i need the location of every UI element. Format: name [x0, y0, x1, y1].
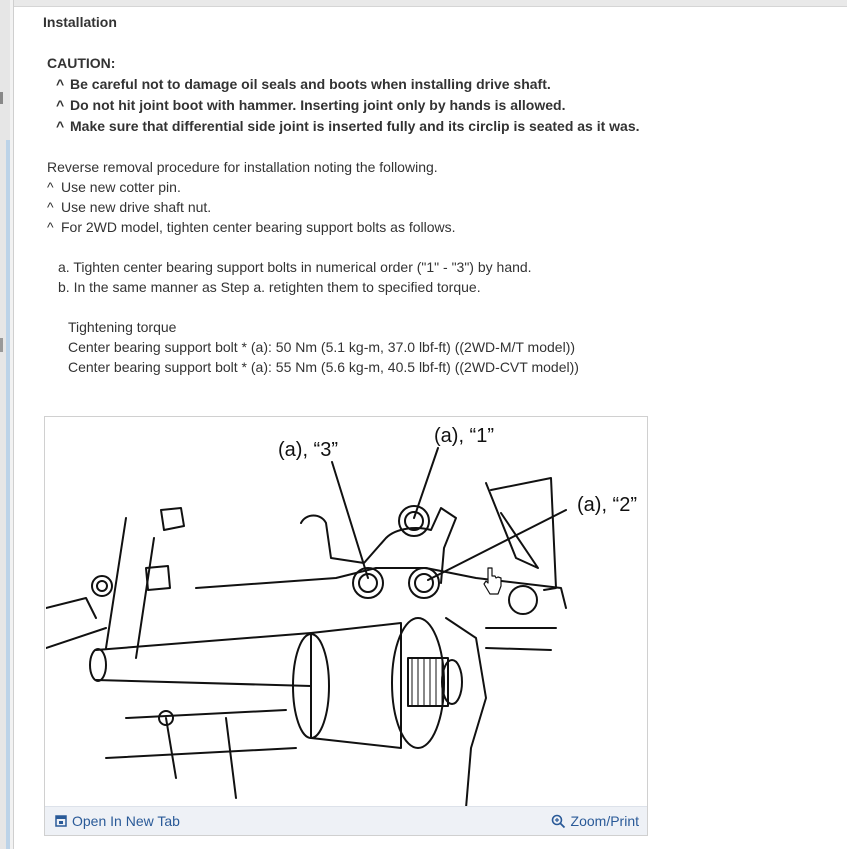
bullet-caret: ^: [56, 76, 65, 92]
caution-item: [56, 97, 640, 118]
figure-panel: [44, 416, 648, 836]
side-bracket-outer: [491, 478, 556, 590]
side-bolt: [509, 586, 537, 614]
section-title: Installation: [43, 14, 117, 30]
hand-cursor-icon: [484, 568, 501, 594]
rail-marker: [0, 92, 3, 104]
frame-lines: [46, 598, 106, 648]
center-bearing-body: [311, 623, 401, 748]
caution-list: [56, 76, 640, 139]
lower-frame: [106, 710, 296, 798]
rail-accent: [6, 140, 10, 849]
housing-right: [446, 618, 486, 808]
caution-text: Do not hit joint boot with hammer. Inserting joint only by hands is allowed.: [70, 97, 566, 113]
spline-teeth: [412, 658, 442, 706]
open-in-new-tab-label[interactable]: Open In New Tab: [72, 813, 180, 829]
zoom-print-label[interactable]: Zoom/Print: [570, 813, 639, 829]
drive-shaft-illustration[interactable]: [46, 418, 646, 808]
bullet-caret: ^: [47, 219, 54, 235]
top-bar: [14, 0, 847, 7]
torque-title: Tightening torque: [68, 319, 177, 335]
caution-text: Be careful not to damage oil seals and boots when installing drive shaft.: [70, 76, 551, 92]
shaft-end: [90, 649, 106, 681]
document-panel: [13, 0, 847, 849]
torque-line-cvt: Center bearing support bolt * (a): 55 Nm (5.6 kg-m, 40.5 lbf-ft) ((2WD-CVT model)): [68, 359, 579, 375]
procedure-intro: Reverse removal procedure for installation noting the following.: [47, 159, 438, 175]
drive-shaft: [96, 633, 311, 686]
torque-spec: [68, 319, 579, 379]
figure-footer: [45, 806, 647, 835]
leader-line-2: [428, 510, 566, 580]
zoom-print-link[interactable]: [551, 813, 639, 829]
side-bracket: [486, 483, 538, 568]
procedure-item-text: Use new cotter pin.: [61, 179, 181, 195]
housing-edge: [106, 518, 154, 658]
torque-line-mt: Center bearing support bolt * (a): 50 Nm (5.1 kg-m, 37.0 lbf-ft) ((2WD-M/T model)): [68, 339, 576, 355]
spline-end: [442, 660, 462, 704]
bolt-2: [409, 568, 439, 598]
bolt-2-inner: [415, 574, 433, 592]
open-in-new-tab-icon: [55, 815, 67, 827]
procedure-notes: [47, 159, 456, 239]
bolt-1: [399, 506, 429, 536]
procedure-item: [47, 219, 456, 239]
bullet-caret: ^: [47, 199, 54, 215]
caution-title: CAUTION:: [47, 55, 116, 71]
mount-ring-inner: [97, 581, 107, 591]
procedure-item-text: For 2WD model, tighten center bearing support bolts as follows.: [61, 219, 456, 235]
procedure-item-text: Use new drive shaft nut.: [61, 199, 212, 215]
bullet-caret: ^: [47, 179, 54, 195]
caution-text: Make sure that differential side joint is inserted fully and its circlip is seated as it was.: [70, 118, 640, 134]
procedure-item: [47, 199, 456, 219]
step-b: b. In the same manner as Step a. retighten them to specified torque.: [58, 279, 481, 295]
rail-marker: [0, 338, 3, 352]
zoom-magnifier-icon: [551, 814, 566, 829]
caution-item: [56, 118, 640, 139]
mount-ring: [92, 576, 112, 596]
mount-boss: [161, 508, 184, 530]
leader-line-1: [414, 448, 438, 518]
label-bolt-3: (a), “3”: [278, 439, 338, 461]
procedure-item: [47, 179, 456, 199]
left-rail: [0, 0, 10, 849]
housing-right-lines: [486, 628, 556, 650]
step-a: a. Tighten center bearing support bolts in numerical order ("1" - "3") by hand.: [58, 259, 532, 275]
open-in-new-tab-link[interactable]: [55, 813, 180, 829]
bullet-caret: ^: [56, 97, 65, 113]
bolt-3: [353, 568, 383, 598]
bullet-caret: ^: [56, 118, 65, 134]
label-bolt-1: (a), “1”: [434, 425, 494, 447]
caution-item: [56, 76, 640, 97]
label-bolt-2: (a), “2”: [577, 494, 637, 516]
tightening-steps: [58, 259, 532, 299]
